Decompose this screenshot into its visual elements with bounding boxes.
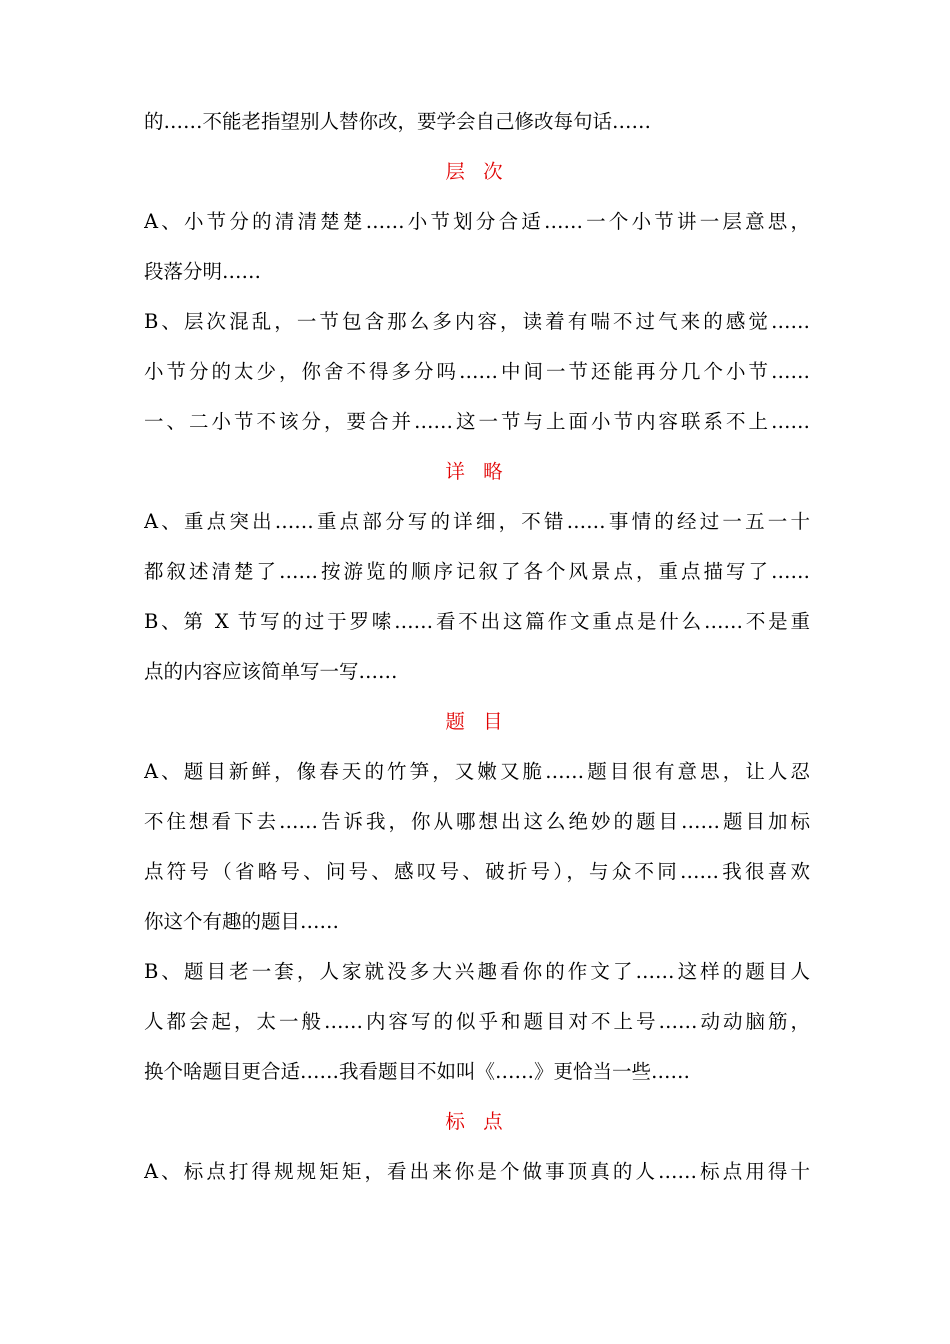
document-body (144, 97, 810, 1197)
body-line: A、小节分的清清楚楚……小节划分合适……一个小节讲一层意思， (144, 210, 810, 233)
section-heading-cengci: 层 次 (445, 160, 509, 183)
section-heading-timu: 题 目 (445, 710, 509, 733)
body-line: 都叙述清楚了……按游览的顺序记叙了各个风景点，重点描写了…… (144, 560, 810, 583)
body-line: 换个啥题目更合适……我看题目不如叫《……》更恰当一些…… (144, 1060, 691, 1083)
body-line: A、题目新鲜，像春天的竹笋，又嫩又脆……题目很有意思，让人忍 (144, 760, 810, 783)
body-line: A、重点突出……重点部分写的详细，不错……事情的经过一五一十 (144, 510, 810, 533)
body-line: 小节分的太少，你舍不得多分吗……中间一节还能再分几个小节…… (144, 360, 810, 383)
body-line: 段落分明…… (144, 260, 262, 283)
section-heading-xianglue: 详 略 (445, 460, 509, 483)
body-line: B、层次混乱，一节包含那么多内容，读着有喘不过气来的感觉…… (144, 310, 810, 333)
body-line: 点符号（省略号、问号、感叹号、破折号），与众不同……我很喜欢 (144, 860, 810, 883)
body-line: B、第 X 节写的过于罗嗦……看不出这篇作文重点是什么……不是重 (144, 610, 810, 633)
body-line: 点的内容应该简单写一写…… (144, 660, 398, 683)
section-heading-biaodian: 标 点 (445, 1110, 509, 1133)
body-line: 的……不能老指望别人替你改，要学会自己修改每句话…… (144, 110, 652, 133)
body-line: 一、二小节不该分，要合并……这一节与上面小节内容联系不上…… (144, 410, 810, 433)
body-line: B、题目老一套，人家就没多大兴趣看你的作文了……这样的题目人 (144, 960, 810, 983)
body-line: 你这个有趣的题目…… (144, 910, 340, 933)
body-line: 人都会起，太一般……内容写的似乎和题目对不上号……动动脑筋， (144, 1010, 810, 1033)
body-line: 不住想看下去……告诉我，你从哪想出这么绝妙的题目……题目加标 (144, 810, 810, 833)
body-line: A、标点打得规规矩矩，看出来你是个做事顶真的人……标点用得十 (144, 1160, 810, 1183)
